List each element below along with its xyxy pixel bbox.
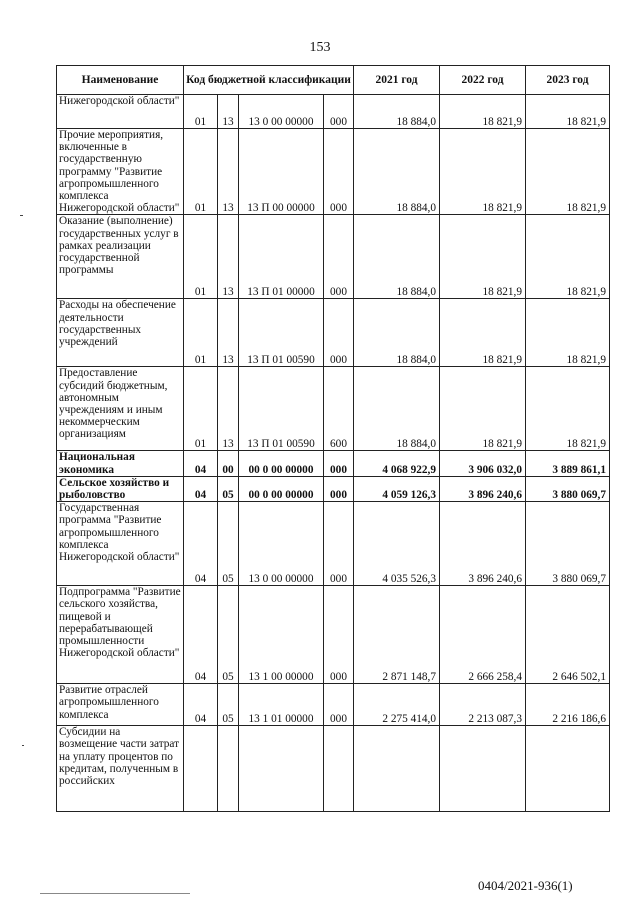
row-name: Субсидии на возмещение части затрат на уплату процентов по кредитам, полученным в российских — [57, 726, 184, 812]
table-row — [57, 215, 610, 299]
row-value-2022: 3 896 240,6 — [440, 502, 526, 586]
row-name: Сельское хозяйство и рыболовство — [57, 476, 184, 501]
table-row — [57, 299, 610, 367]
row-subsection: 13 — [218, 215, 239, 299]
row-target-article: 13 П 01 00000 — [239, 215, 324, 299]
budget-table — [56, 65, 610, 812]
row-subsection — [218, 726, 239, 812]
row-value-2023: 18 821,9 — [526, 95, 610, 129]
row-name: Развитие отраслей агропромышленного комплекса — [57, 684, 184, 726]
row-name: Государственная программа "Развитие агропромышленного комплекса Нижегородской области" — [57, 502, 184, 586]
row-value-2023: 18 821,9 — [526, 299, 610, 367]
table-row — [57, 95, 610, 129]
row-value-2022 — [440, 726, 526, 812]
row-value-2023: 2 216 186,6 — [526, 684, 610, 726]
row-name: Подпрограмма "Развитие сельского хозяйства, пищевой и перерабатывающей промышленности Нижегородской области" — [57, 586, 184, 684]
row-target-article: 13 0 00 00000 — [239, 502, 324, 586]
row-value-2022: 18 821,9 — [440, 95, 526, 129]
row-expense-type: 000 — [324, 129, 354, 215]
header-2022: 2022 год — [440, 66, 526, 95]
table-row — [57, 367, 610, 451]
row-expense-type — [324, 726, 354, 812]
table-row — [57, 476, 610, 501]
row-value-2023: 18 821,9 — [526, 367, 610, 451]
row-value-2021: 18 884,0 — [354, 215, 440, 299]
table-row — [57, 586, 610, 684]
scan-mark — [22, 745, 24, 746]
row-expense-type: 000 — [324, 684, 354, 726]
table-row — [57, 451, 610, 476]
row-value-2021: 4 059 126,3 — [354, 476, 440, 501]
row-value-2022: 18 821,9 — [440, 367, 526, 451]
row-subsection: 13 — [218, 95, 239, 129]
row-section: 04 — [184, 476, 218, 501]
row-subsection: 05 — [218, 476, 239, 501]
row-subsection: 13 — [218, 299, 239, 367]
row-expense-type: 000 — [324, 476, 354, 501]
row-value-2023: 3 880 069,7 — [526, 476, 610, 501]
row-value-2021: 18 884,0 — [354, 95, 440, 129]
row-expense-type: 000 — [324, 299, 354, 367]
header-row — [57, 66, 610, 95]
document-code: 0404/2021-936(1) — [478, 878, 573, 893]
row-value-2022: 18 821,9 — [440, 215, 526, 299]
row-target-article: 13 П 00 00000 — [239, 129, 324, 215]
row-value-2023 — [526, 726, 610, 812]
row-value-2021 — [354, 726, 440, 812]
row-value-2023: 18 821,9 — [526, 129, 610, 215]
row-target-article: 13 П 01 00590 — [239, 299, 324, 367]
row-expense-type: 600 — [324, 367, 354, 451]
row-target-article: 13 0 00 00000 — [239, 95, 324, 129]
row-expense-type: 000 — [324, 586, 354, 684]
row-name: Прочие мероприятия, включенные в государственную программу "Развитие агропромышленного комплекса Нижегородской области" — [57, 129, 184, 215]
row-section — [184, 726, 218, 812]
scan-mark — [20, 215, 23, 216]
row-subsection: 13 — [218, 129, 239, 215]
row-target-article: 13 П 01 00590 — [239, 367, 324, 451]
row-value-2021: 18 884,0 — [354, 367, 440, 451]
row-value-2021: 18 884,0 — [354, 299, 440, 367]
row-section: 04 — [184, 451, 218, 476]
row-section: 04 — [184, 684, 218, 726]
row-subsection: 05 — [218, 502, 239, 586]
header-classification: Код бюджетной классификации — [184, 66, 354, 95]
row-subsection: 05 — [218, 586, 239, 684]
row-target-article: 00 0 00 00000 — [239, 476, 324, 501]
header-name: Наименование — [57, 66, 184, 95]
table-row — [57, 129, 610, 215]
row-value-2023: 18 821,9 — [526, 215, 610, 299]
row-value-2023: 3 889 861,1 — [526, 451, 610, 476]
row-value-2022: 3 896 240,6 — [440, 476, 526, 501]
row-section: 01 — [184, 215, 218, 299]
row-section: 01 — [184, 95, 218, 129]
table-row — [57, 726, 610, 812]
row-value-2022: 18 821,9 — [440, 299, 526, 367]
row-value-2021: 4 035 526,3 — [354, 502, 440, 586]
row-name: Национальная экономика — [57, 451, 184, 476]
row-target-article: 13 1 00 00000 — [239, 586, 324, 684]
row-value-2021: 2 871 148,7 — [354, 586, 440, 684]
row-section: 04 — [184, 502, 218, 586]
row-section: 01 — [184, 367, 218, 451]
row-expense-type: 000 — [324, 502, 354, 586]
row-target-article: 00 0 00 00000 — [239, 451, 324, 476]
row-expense-type: 000 — [324, 451, 354, 476]
row-value-2022: 2 666 258,4 — [440, 586, 526, 684]
page-number: 153 — [309, 40, 331, 55]
row-value-2021: 18 884,0 — [354, 129, 440, 215]
row-name: Предоставление субсидий бюджетным, автономным учреждениям и иным некоммерческим организациям — [57, 367, 184, 451]
row-subsection: 00 — [218, 451, 239, 476]
table-row — [57, 684, 610, 726]
row-value-2022: 18 821,9 — [440, 129, 526, 215]
table-row — [57, 502, 610, 586]
row-expense-type: 000 — [324, 215, 354, 299]
row-name: Нижегородской области" — [57, 95, 184, 129]
row-subsection: 13 — [218, 367, 239, 451]
row-section: 04 — [184, 586, 218, 684]
row-value-2023: 3 880 069,7 — [526, 502, 610, 586]
header-2023: 2023 год — [526, 66, 610, 95]
row-section: 01 — [184, 129, 218, 215]
row-expense-type: 000 — [324, 95, 354, 129]
row-subsection: 05 — [218, 684, 239, 726]
row-target-article: 13 1 01 00000 — [239, 684, 324, 726]
row-value-2022: 3 906 032,0 — [440, 451, 526, 476]
header-2021: 2021 год — [354, 66, 440, 95]
row-name: Расходы на обеспечение деятельности государственных учреждений — [57, 299, 184, 367]
row-value-2021: 2 275 414,0 — [354, 684, 440, 726]
row-value-2021: 4 068 922,9 — [354, 451, 440, 476]
row-section: 01 — [184, 299, 218, 367]
row-value-2022: 2 213 087,3 — [440, 684, 526, 726]
scan-edge-line — [40, 893, 190, 894]
row-name: Оказание (выполнение) государственных услуг в рамках реализации государственной программы — [57, 215, 184, 299]
row-target-article — [239, 726, 324, 812]
row-value-2023: 2 646 502,1 — [526, 586, 610, 684]
